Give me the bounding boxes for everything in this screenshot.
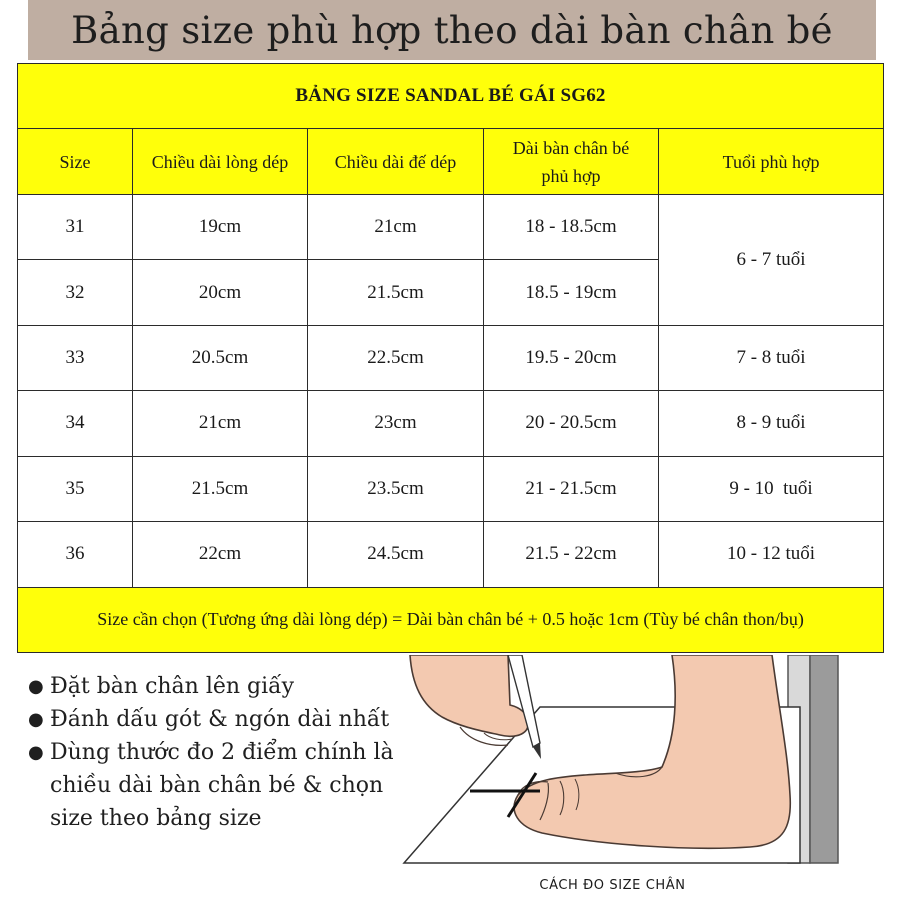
bullet-icon: ● (28, 676, 44, 697)
table-caption: BẢNG SIZE SANDAL BÉ GÁI SG62 (18, 64, 884, 129)
sole-cell: 24.5cm (308, 522, 484, 587)
size-cell: 34 (18, 391, 133, 456)
foot-cell: 21 - 21.5cm (484, 456, 659, 521)
table-caption-row (18, 64, 884, 129)
table-row (18, 456, 884, 521)
column-header-foot-length-text: Dài bàn chân bé phủ hợp (512, 137, 630, 186)
insole-cell: 22cm (133, 522, 308, 587)
column-header-insole-length: Chiều dài lòng dép (133, 129, 308, 194)
sole-cell: 23.5cm (308, 456, 484, 521)
age-cell: 6 - 7 tuổi (659, 194, 884, 325)
insole-cell: 19cm (133, 194, 308, 259)
table-header-row (18, 129, 884, 194)
foot-cell: 18.5 - 19cm (484, 260, 659, 325)
sole-cell: 21cm (308, 194, 484, 259)
sole-cell: 21.5cm (308, 260, 484, 325)
age-cell: 9 - 10 tuổi (659, 456, 884, 521)
table-row (18, 391, 884, 456)
sole-cell: 22.5cm (308, 325, 484, 390)
size-cell: 32 (18, 260, 133, 325)
age-cell: 10 - 12 tuổi (659, 522, 884, 587)
instruction-text: Dùng thước đo 2 điểm chính là chiều dài bàn chân bé & chọn size theo bảng size (50, 740, 394, 831)
list-item (28, 736, 408, 835)
table-row (18, 522, 884, 587)
bullet-icon: ● (28, 742, 44, 763)
foot-cell: 18 - 18.5cm (484, 194, 659, 259)
table-row (18, 325, 884, 390)
measure-instructions (28, 670, 408, 835)
list-item (28, 703, 408, 736)
column-header-foot-length (484, 129, 659, 194)
size-cell: 33 (18, 325, 133, 390)
size-formula-note: Size cần chọn (Tương ứng dài lòng dép) = Dài bàn chân bé + 0.5 hoặc 1cm (Tùy bé chân thon/bụ) (18, 587, 884, 653)
page-title: Bảng size phù hợp theo dài bàn chân bé (71, 8, 833, 52)
instruction-text: Đánh dấu gót & ngón dài nhất (50, 707, 390, 732)
insole-cell: 20.5cm (133, 325, 308, 390)
size-cell: 36 (18, 522, 133, 587)
table-note-row (18, 587, 884, 653)
illustration-caption: CÁCH ĐO SIZE CHÂN (539, 878, 686, 893)
instruction-text: Đặt bàn chân lên giấy (50, 674, 295, 699)
insole-cell: 21.5cm (133, 456, 308, 521)
sole-cell: 23cm (308, 391, 484, 456)
age-cell: 8 - 9 tuổi (659, 391, 884, 456)
table-row (18, 194, 884, 259)
bullet-icon: ● (28, 709, 44, 730)
insole-cell: 20cm (133, 260, 308, 325)
age-cell: 7 - 8 tuổi (659, 325, 884, 390)
column-header-sole-length: Chiều dài đế dép (308, 129, 484, 194)
title-banner (28, 0, 876, 60)
column-header-age: Tuổi phù hợp (659, 129, 884, 194)
foot-cell: 19.5 - 20cm (484, 325, 659, 390)
foot-cell: 21.5 - 22cm (484, 522, 659, 587)
column-header-size: Size (18, 129, 133, 194)
size-table (17, 63, 884, 653)
size-cell: 31 (18, 194, 133, 259)
insole-cell: 21cm (133, 391, 308, 456)
size-cell: 35 (18, 456, 133, 521)
list-item (28, 670, 408, 703)
foot-measure-illustration (400, 655, 845, 870)
foot-cell: 20 - 20.5cm (484, 391, 659, 456)
